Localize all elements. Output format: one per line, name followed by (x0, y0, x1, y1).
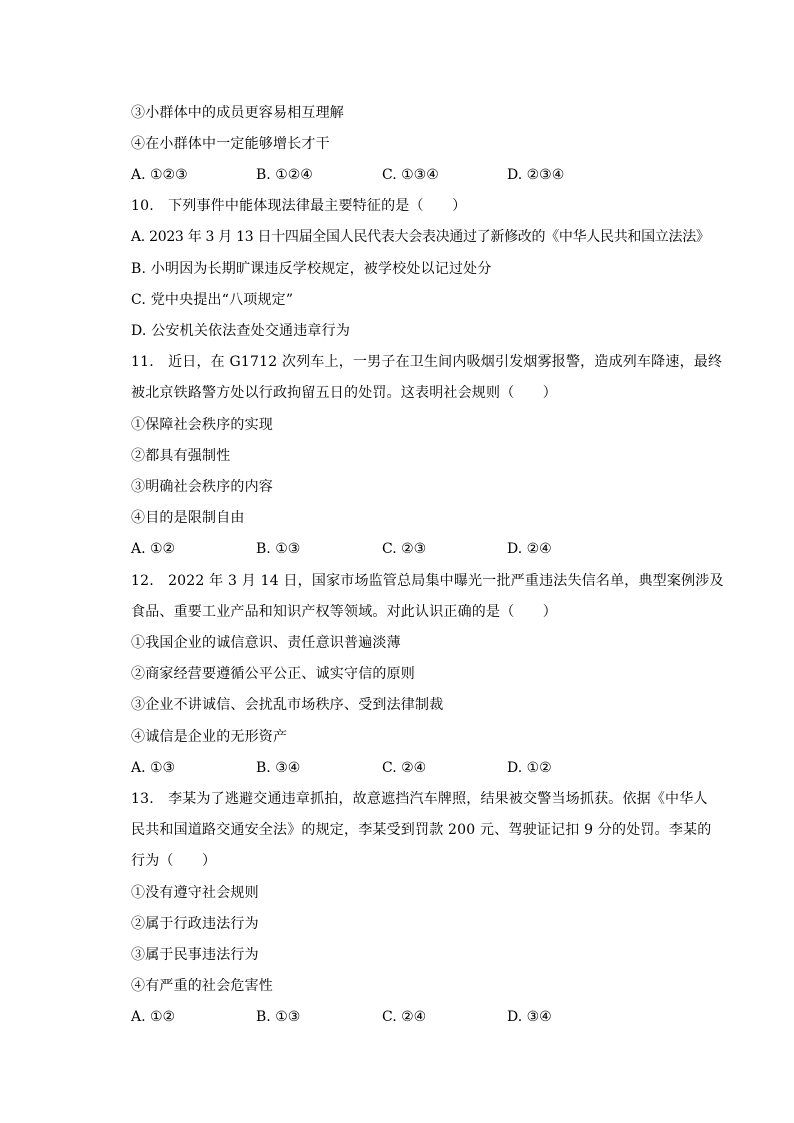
q13-stem-line-2: 民共和国道路交通安全法》的规定，李某受到罚款 200 元、驾驶证记扣 9 分的处罚。李某的 (131, 822, 712, 838)
q13-stem-line-1: 13. 李某为了逃避交通违章抓拍，故意遮挡汽车牌照，结果被交警当场抓获。依据《中华人 (131, 791, 708, 807)
q12-statement-4: ④诚信是企业的无形资产 (131, 729, 288, 745)
q12-option-d[interactable]: D. ①② (507, 760, 552, 776)
q13-option-c[interactable]: C. ②④ (382, 1009, 427, 1025)
q9-option-c[interactable]: C. ①③④ (382, 167, 439, 183)
q9-option-d[interactable]: D. ②③④ (507, 167, 565, 183)
q13-option-a[interactable]: A. ①② (131, 1009, 176, 1025)
q10-choice-b[interactable]: B. 小明因为长期旷课违反学校规定，被学校处以记过处分 (131, 261, 492, 277)
q11-stem-line-1: 11. 近日，在 G1712 次列车上，一男子在卫生间内吸烟引发烟雾报警，造成列车降速，最终 (131, 354, 723, 370)
q9-statement-4: ④在小群体中一定能够增长才干 (131, 136, 330, 152)
q13-option-d[interactable]: D. ③④ (507, 1009, 552, 1025)
q11-statement-1: ①保障社会秩序的实现 (131, 417, 273, 433)
q11-statement-2: ②都具有强制性 (131, 448, 231, 464)
q11-option-b[interactable]: B. ①③ (256, 541, 301, 557)
q12-options (131, 759, 671, 777)
q9-option-a[interactable]: A. ①②③ (131, 167, 188, 183)
q10-choice-c[interactable]: C. 党中央提出“八项规定” (131, 292, 294, 308)
q12-option-c[interactable]: C. ②④ (382, 760, 427, 776)
q12-statement-2: ②商家经营要遵循公平公正、诚实守信的原则 (131, 666, 415, 682)
q11-statement-4: ④目的是限制自由 (131, 510, 245, 526)
q11-option-d[interactable]: D. ②④ (507, 541, 552, 557)
q13-option-b[interactable]: B. ①③ (256, 1009, 301, 1025)
q9-statement-3: ③小群体中的成员更容易相互理解 (131, 105, 344, 121)
q13-options (131, 1008, 671, 1026)
q13-statement-2: ②属于行政违法行为 (131, 916, 259, 932)
q11-option-c[interactable]: C. ②③ (382, 541, 427, 557)
q9-option-b[interactable]: B. ①②④ (256, 167, 313, 183)
q11-options (131, 540, 671, 558)
q12-stem-line-2: 食品、重要工业产品和知识产权等领域。对此认识正确的是（ ） (131, 604, 557, 620)
q9-options (131, 166, 671, 184)
q10-choice-d[interactable]: D. 公安机关依法查处交通违章行为 (131, 323, 351, 339)
q12-option-b[interactable]: B. ③④ (256, 760, 301, 776)
q12-statement-1: ①我国企业的诚信意识、责任意识普遍淡薄 (131, 635, 401, 651)
q12-option-a[interactable]: A. ①③ (131, 760, 176, 776)
q10-choice-a[interactable]: A. 2023 年 3 月 13 日十四届全国人民代表大会表决通过了新修改的《中华人民共和国立法法》 (131, 229, 710, 245)
q11-stem-line-2: 被北京铁路警方处以行政拘留五日的处罚。这表明社会规则（ ） (131, 385, 557, 401)
q13-statement-1: ①没有遵守社会规则 (131, 885, 259, 901)
q13-statement-4: ④有严重的社会危害性 (131, 978, 273, 994)
q12-statement-3: ③企业不讲诚信、会扰乱市场秩序、受到法律制裁 (131, 697, 444, 713)
q10-stem: 10. 下列事件中能体现法律最主要特征的是（ ） (131, 198, 467, 214)
q11-option-a[interactable]: A. ①② (131, 541, 176, 557)
q12-stem-line-1: 12. 2022 年 3 月 14 日，国家市场监管总局集中曝光一批严重违法失信名单，典型案例涉及 (131, 573, 724, 589)
q13-statement-3: ③属于民事违法行为 (131, 947, 259, 963)
q13-stem-line-3: 行为（ ） (131, 853, 217, 869)
q11-statement-3: ③明确社会秩序的内容 (131, 479, 273, 495)
